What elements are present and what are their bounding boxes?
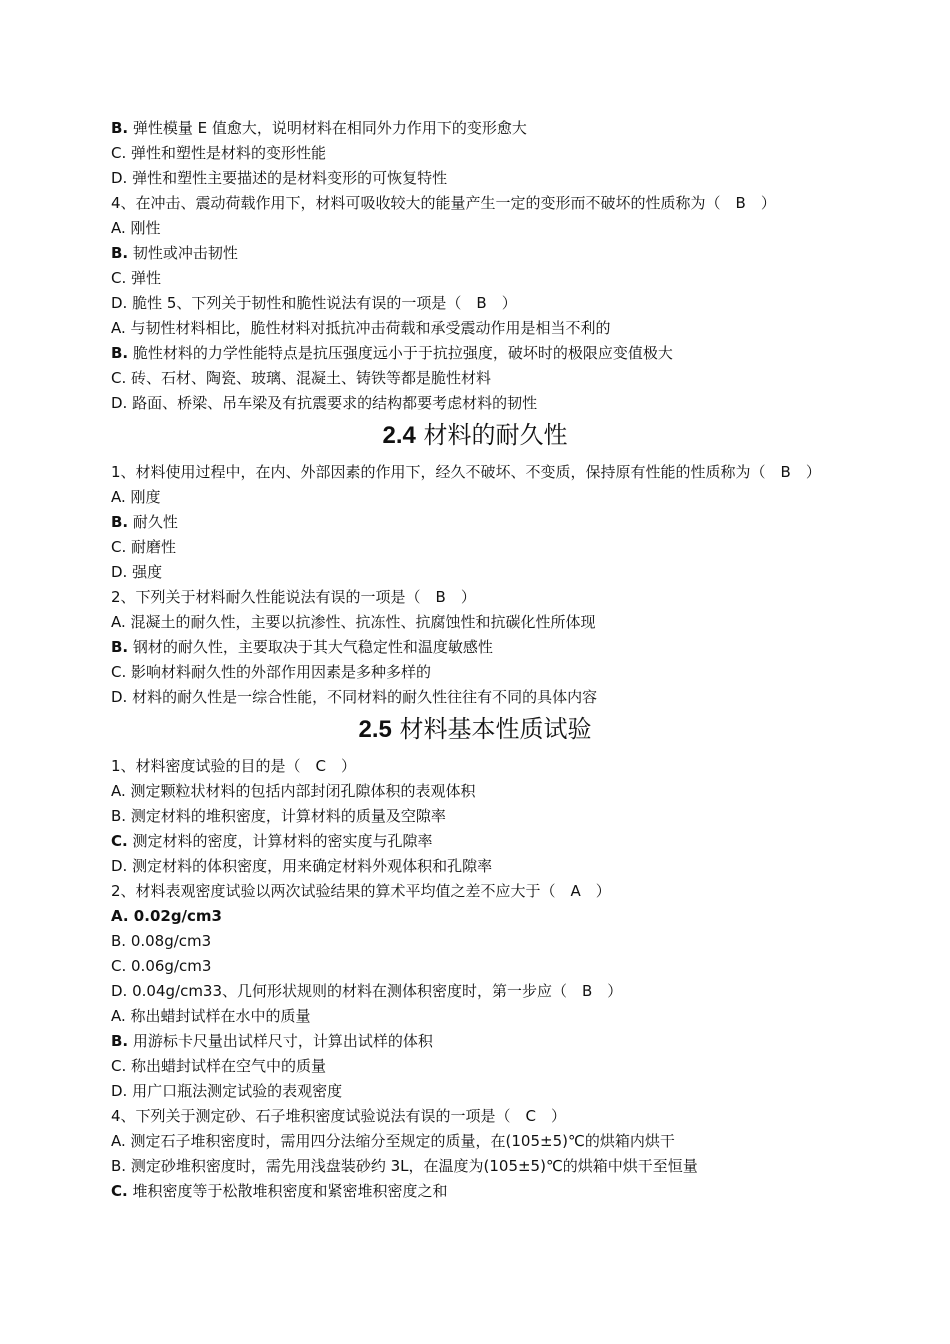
line-text: 测定石子堆积密度时，需用四分法缩分至规定的质量，在(105±5)℃的烘箱内烘干 (125, 1132, 675, 1150)
option-label: B. (111, 513, 129, 531)
line-text: 测定材料的密度，计算材料的密实度与孔隙率 (127, 832, 433, 850)
text-line (111, 316, 871, 341)
text-line (111, 635, 871, 660)
text-line (111, 1029, 871, 1054)
line-text: 1、材料使用过程中，在内、外部因素的作用下，经久不破坏、不变质，保持原有性能的性质称为（ B ） (111, 463, 821, 481)
text-line (111, 241, 871, 266)
option-label: C. (111, 832, 128, 850)
option-label: C. (111, 663, 127, 681)
option-label: C. (111, 1057, 127, 1075)
section-heading (0, 710, 950, 754)
line-text: 称出蜡封试样在水中的质量 (125, 1007, 311, 1025)
line-text: 测定材料的体积密度，用来确定材料外观体积和孔隙率 (127, 857, 493, 875)
option-label: B. (111, 807, 127, 825)
line-text: 2、材料表观密度试验以两次试验结果的算术平均值之差不应大于（ A ） (111, 882, 611, 900)
text-line (111, 141, 871, 166)
line-text: 影响材料耐久性的外部作用因素是多种多样的 (126, 663, 432, 681)
text-line (111, 979, 871, 1004)
option-label: A. 0.02g/cm3 (111, 907, 222, 925)
option-label: A. (111, 613, 126, 631)
option-label: A. (111, 219, 126, 237)
option-label: A. (111, 1007, 126, 1025)
line-text: 与韧性材料相比，脆性材料对抵抗冲击荷载和承受震动作用是相当不利的 (125, 319, 611, 337)
line-text: 脆性 5、下列关于韧性和脆性说法有误的一项是（ B ） (127, 294, 517, 312)
text-line (111, 166, 871, 191)
option-label: B. (111, 119, 129, 137)
line-text: 1、材料密度试验的目的是（ C ） (111, 757, 357, 775)
document-page (111, 116, 871, 1204)
option-label: C. (111, 369, 127, 387)
text-line (111, 391, 871, 416)
line-text: 刚性 (125, 219, 161, 237)
option-label: D. (111, 982, 128, 1000)
text-line (111, 291, 871, 316)
option-label: B. (111, 932, 127, 950)
line-text: 用广口瓶法测定试验的表观密度 (127, 1082, 343, 1100)
option-label: C. (111, 538, 127, 556)
line-text: 用游标卡尺量出试样尺寸，计算出试样的体积 (128, 1032, 433, 1050)
text-line (111, 510, 871, 535)
text-line (111, 116, 871, 141)
option-label: D. (111, 169, 128, 187)
section-heading (0, 416, 950, 460)
text-line (111, 460, 871, 485)
option-label: B. (111, 638, 129, 656)
line-text: 路面、桥梁、吊车梁及有抗震要求的结构都要考虑材料的韧性 (127, 394, 538, 412)
text-line (111, 341, 871, 366)
option-label: A. (111, 319, 126, 337)
line-text: 弹性和塑性主要描述的是材料变形的可恢复特性 (127, 169, 448, 187)
line-text: 测定材料的堆积密度，计算材料的质量及空隙率 (126, 807, 446, 825)
text-line (111, 804, 871, 829)
line-text: 堆积密度等于松散堆积密度和紧密堆积密度之和 (127, 1182, 448, 1200)
section-number: 2.5 (358, 716, 392, 743)
section-number: 2.4 (382, 422, 416, 449)
text-line (111, 485, 871, 510)
line-text: 韧性或冲击韧性 (128, 244, 238, 262)
line-text: 弹性模量 E 值愈大，说明材料在相同外力作用下的变形愈大 (128, 119, 527, 137)
line-text: 称出蜡封试样在空气中的质量 (126, 1057, 327, 1075)
text-line (111, 560, 871, 585)
option-label: B. (111, 344, 129, 362)
option-label: D. (111, 688, 128, 706)
line-text: 刚度 (125, 488, 161, 506)
line-text: 脆性材料的力学性能特点是抗压强度远小于于抗拉强度，破坏时的极限应变值极大 (128, 344, 673, 362)
text-line (111, 366, 871, 391)
text-line (111, 1054, 871, 1079)
line-text: 钢材的耐久性，主要取决于其大气稳定性和温度敏感性 (128, 638, 493, 656)
text-line (111, 1104, 871, 1129)
section-title: 材料的耐久性 (415, 421, 568, 449)
line-text: 弹性 (126, 269, 162, 287)
line-text: 材料的耐久性是一综合性能，不同材料的耐久性往往有不同的具体内容 (127, 688, 598, 706)
text-line (111, 904, 871, 929)
text-line (111, 1154, 871, 1179)
line-text: 弹性和塑性是材料的变形性能 (126, 144, 327, 162)
line-text: 0.04g/cm33、几何形状规则的材料在测体积密度时，第一步应（ B ） (127, 982, 623, 1000)
option-label: A. (111, 782, 126, 800)
option-label: C. (111, 144, 127, 162)
text-line (111, 954, 871, 979)
line-text: 耐久性 (128, 513, 178, 531)
text-line (111, 929, 871, 954)
line-text: 混凝土的耐久性，主要以抗渗性、抗冻性、抗腐蚀性和抗碳化性所体现 (125, 613, 596, 631)
option-label: A. (111, 1132, 126, 1150)
text-line (111, 266, 871, 291)
text-line (111, 829, 871, 854)
text-line (111, 754, 871, 779)
text-line (111, 660, 871, 685)
line-text: 砖、石材、陶瓷、玻璃、混凝土、铸铁等都是脆性材料 (126, 369, 492, 387)
line-text: 测定砂堆积密度时，需先用浅盘装砂约 3L，在温度为(105±5)℃的烘箱中烘干至恒量 (126, 1157, 698, 1175)
line-text: 4、在冲击、震动荷载作用下，材料可吸收较大的能量产生一定的变形而不破坏的性质称为（ B ） (111, 194, 776, 212)
text-line (111, 854, 871, 879)
text-line (111, 216, 871, 241)
text-line (111, 610, 871, 635)
option-label: D. (111, 294, 128, 312)
text-line (111, 1129, 871, 1154)
option-label: D. (111, 857, 128, 875)
option-label: B. (111, 244, 129, 262)
text-line (111, 779, 871, 804)
option-label: D. (111, 1082, 128, 1100)
option-label: B. (111, 1032, 129, 1050)
text-line (111, 585, 871, 610)
text-line (111, 1004, 871, 1029)
line-text: 0.06g/cm3 (126, 957, 212, 975)
option-label: B. (111, 1157, 127, 1175)
text-line (111, 1079, 871, 1104)
text-line (111, 535, 871, 560)
text-line (111, 1179, 871, 1204)
line-text: 2、下列关于材料耐久性能说法有误的一项是（ B ） (111, 588, 476, 606)
text-line (111, 879, 871, 904)
option-label: C. (111, 957, 127, 975)
option-label: D. (111, 394, 128, 412)
line-text: 4、下列关于测定砂、石子堆积密度试验说法有误的一项是（ C ） (111, 1107, 567, 1125)
line-text: 测定颗粒状材料的包括内部封闭孔隙体积的表观体积 (125, 782, 476, 800)
line-text: 强度 (127, 563, 163, 581)
option-label: C. (111, 1182, 128, 1200)
option-label: D. (111, 563, 128, 581)
text-line (111, 191, 871, 216)
line-text: 0.08g/cm3 (126, 932, 212, 950)
option-label: A. (111, 488, 126, 506)
line-text: 耐磨性 (126, 538, 177, 556)
option-label: C. (111, 269, 127, 287)
section-title: 材料基本性质试验 (391, 715, 592, 743)
text-line (111, 685, 871, 710)
